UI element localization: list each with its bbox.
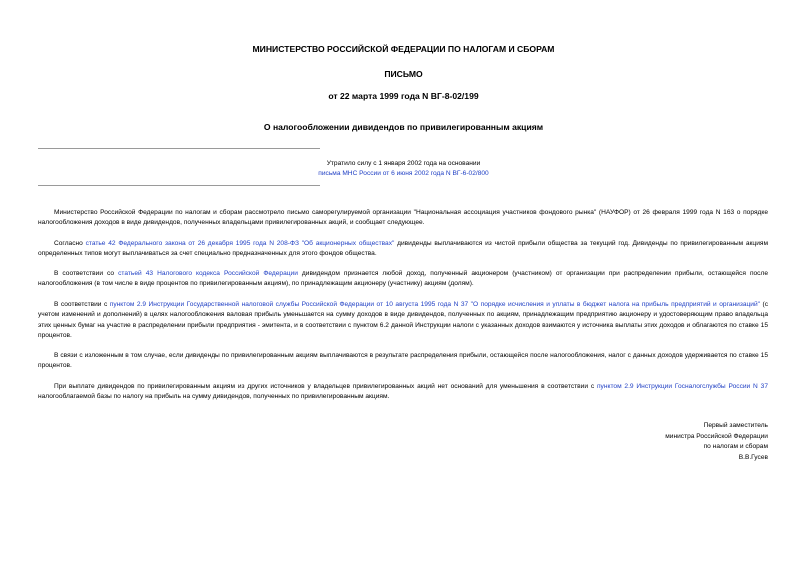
signature-department: по налогам и сборам [703,443,768,450]
document-subject: О налогообложении дивидендов по привилегированным акциям [263,122,544,132]
repeal-letter-link[interactable]: письма МНС России от 6 июня 2002 года N ВГ-6-02/800 [318,170,489,177]
document-date-number: от 22 марта 1999 года N ВГ-8-02/199 [328,91,479,101]
paragraph-6 [38,382,768,403]
instruction-37-short-link[interactable]: пунктом 2.9 Инструкции Госналогслужбы России N 37 [596,383,768,390]
paragraph-2-text-after: дивиденды выплачиваются из чистой прибыли общества за текущий год. Дивиденды по привилегированным акциям определенных типов могут выплачиваться за счет специально предназначенных для этого фондов общества. [38,240,768,258]
paragraph-4 [38,300,768,341]
paragraph-3 [38,269,768,290]
paragraph-5: В связи с изложенным в том случае, если дивиденды по привилегированным акциям выплачиваются в результате распределения прибыли, остающейся после налогообложения, налог с данных доходов удерживается по ставке 15 процентов. [38,352,768,370]
federal-law-article-42-link[interactable]: статье 42 Федерального закона от 26 декабря 1995 года N 208-ФЗ "Об акционерных обществах" [85,240,395,247]
signature-position: Первый заместитель [703,422,768,429]
divider-top [38,148,320,149]
paragraph-2 [38,239,768,260]
signature-ministry: министра Российской Федерации [665,432,768,440]
signature-block [665,421,768,463]
ministry-heading: МИНИСТЕРСТВО РОССИЙСКОЙ ФЕДЕРАЦИИ ПО НАЛОГАМ И СБОРАМ [252,44,555,54]
status-note: Утратило силу с 1 января 2002 года на основании [326,160,481,167]
paragraph-4-text-before: В соответствии с [54,301,110,308]
paragraph-3-text-after: дивидендом признается любой доход, полученный акционером (участником) от организации при распределении прибыли, остающейся после налогообложения (в том числе в виде процентов по привилегированным акциям), по принадлежащим акционеру (участнику) акциям (долям). [38,270,768,288]
paragraph-1: Министерство Российской Федерации по налогам и сборам рассмотрело письмо саморегулируемой организации "Национальная ассоциация участников фондового рынка" (НАУФОР) от 26 февраля 1999 года N 163 о порядке налогообложения доходов в виде дивидендов, полученных владельцами привилегированных акций, и сообщает следующее. [38,209,768,227]
signature-name: В.В.Гусев [738,453,768,461]
divider-bottom [38,185,320,186]
paragraph-6-text-after: налогооблагаемой базы по налогу на прибыль на сумму дивидендов, полученных по привилегированным акциям. [38,393,390,401]
paragraph-4-text-after: (с учетом изменений и дополнений) в целях налогообложения валовая прибыль уменьшается на сумму доходов в виде дивидендов, полученных по акциям, принадлежащим предприятию акционеру и удостоверяющим право владельца этих ценных бумаг на участие в распределении прибыли предприятия - эмитента, и в соответствии с пунктом 6.2 данной Инструкции налоги с указанных доходов взимаются у источника выплаты этих доходов и облагаются по ставке 15 процентов. [38,301,769,339]
status-note-link-line [0,169,807,178]
document-type: ПИСЬМО [384,69,423,79]
instruction-37-clause-2-9-link[interactable]: пунктом 2.9 Инструкции Государственной налоговой службы Российской Федерации от 10 августа 1995 года N 37 "О порядке исчисления и уплаты в бюджет налога на прибыль предприятий и организаций" [109,301,761,308]
paragraph-2-text-before: Согласно [54,240,86,247]
paragraph-3-text-before: В соответствии со [54,270,119,277]
tax-code-article-43-link[interactable]: статьей 43 Налогового кодекса Российской Федерации [118,270,298,277]
paragraph-6-text-before: При выплате дивидендов по привилегированным акциям из других источников у владельцев привилегированных акций нет оснований для уменьшения в соответствии с [54,383,597,390]
